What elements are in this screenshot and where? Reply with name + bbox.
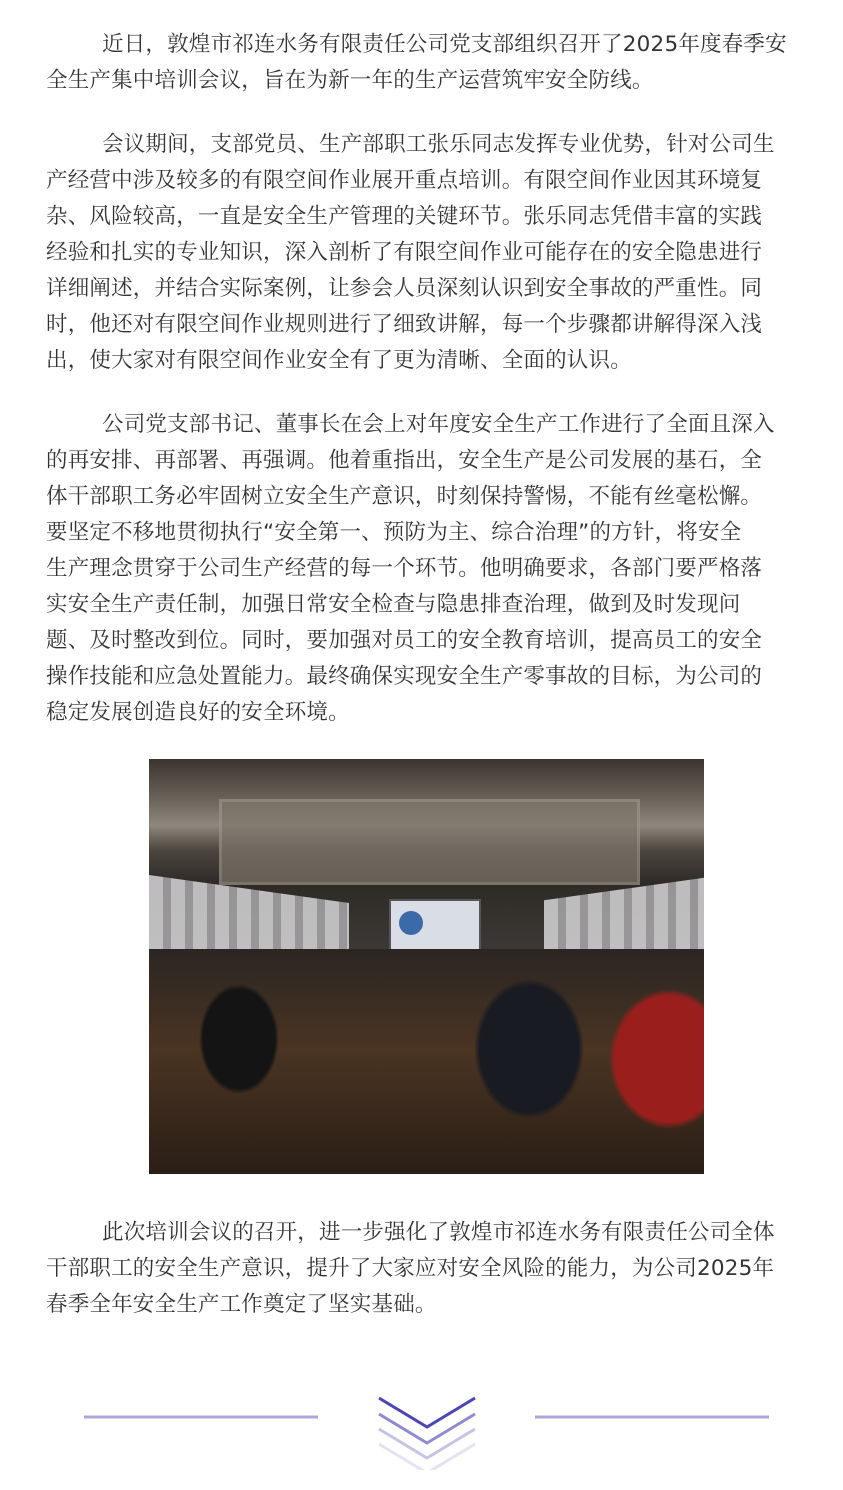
paragraph-line: 杂、风险较高，一直是安全生产管理的关键环节。张乐同志凭借丰富的实践 bbox=[46, 204, 763, 229]
paragraph-line: 会议期间，支部党员、生产部职工张乐同志发挥专业优势，针对公司生 bbox=[102, 132, 775, 157]
paragraph-line: 的再安排、再部署、再强调。他着重指出，安全生产是公司发展的基石，全 bbox=[46, 448, 763, 473]
paragraph-line: 要坚定不移地贯彻执行“安全第一、预防为主、综合治理”的方针，将安全 bbox=[46, 520, 742, 545]
chevron-down-icon bbox=[379, 1398, 475, 1470]
paragraph-line: 干部职工的安全生产意识，提升了大家应对安全风险的能力，为公司2025年 bbox=[46, 1256, 775, 1281]
paragraph-line: 操作技能和应急处置能力。最终确保实现安全生产零事故的目标，为公司的 bbox=[46, 664, 763, 689]
paragraph-intro bbox=[46, 27, 826, 99]
paragraph-line: 公司党支部书记、董事长在会上对年度安全生产工作进行了全面且深入 bbox=[102, 412, 775, 437]
paragraph-line: 生产理念贯穿于公司生产经营的每一个环节。他明确要求，各部门要严格落 bbox=[46, 556, 763, 581]
paragraph-line: 题、及时整改到位。同时，要加强对员工的安全教育培训，提高员工的安全 bbox=[46, 628, 763, 653]
paragraph-conclusion bbox=[46, 1215, 826, 1323]
paragraph-line: 详细阐述，并结合实际案例，让参会人员深刻认识到安全事故的严重性。同 bbox=[46, 276, 763, 301]
paragraph-line: 全生产集中培训会议，旨在为新一年的生产运营筑牢安全防线。 bbox=[46, 68, 654, 93]
paragraph-line: 近日，敦煌市祁连水务有限责任公司党支部组织召开了2025年度春季安 bbox=[102, 32, 787, 57]
section-divider bbox=[0, 1380, 843, 1470]
paragraph-line: 体干部职工务必牢固树立安全生产意识，时刻保持警惕，不能有丝毫松懈。 bbox=[46, 484, 763, 509]
paragraph-line: 春季全年安全生产工作奠定了坚实基础。 bbox=[46, 1292, 437, 1317]
photo-audience bbox=[149, 949, 704, 1174]
paragraph-line: 经验和扎实的专业知识，深入剖析了有限空间作业可能存在的安全隐患进行 bbox=[46, 240, 763, 265]
paragraph-secretary-speech bbox=[46, 407, 826, 731]
meeting-photo bbox=[149, 759, 704, 1174]
paragraph-line: 时，他还对有限空间作业规则进行了细致讲解，每一个步骤都讲解得深入浅 bbox=[46, 312, 763, 337]
photo-ceiling bbox=[219, 799, 640, 885]
paragraph-line: 产经营中涉及较多的有限空间作业展开重点培训。有限空间作业因其环境复 bbox=[46, 168, 763, 193]
paragraph-line: 实安全生产责任制，加强日常安全检查与隐患排查治理，做到及时发现问 bbox=[46, 592, 741, 617]
paragraph-line: 出，使大家对有限空间作业安全有了更为清晰、全面的认识。 bbox=[46, 348, 632, 373]
paragraph-line: 稳定发展创造良好的安全环境。 bbox=[46, 700, 350, 725]
paragraph-training bbox=[46, 127, 826, 379]
paragraph-line: 此次培训会议的召开，进一步强化了敦煌市祁连水务有限责任公司全体 bbox=[102, 1220, 775, 1245]
